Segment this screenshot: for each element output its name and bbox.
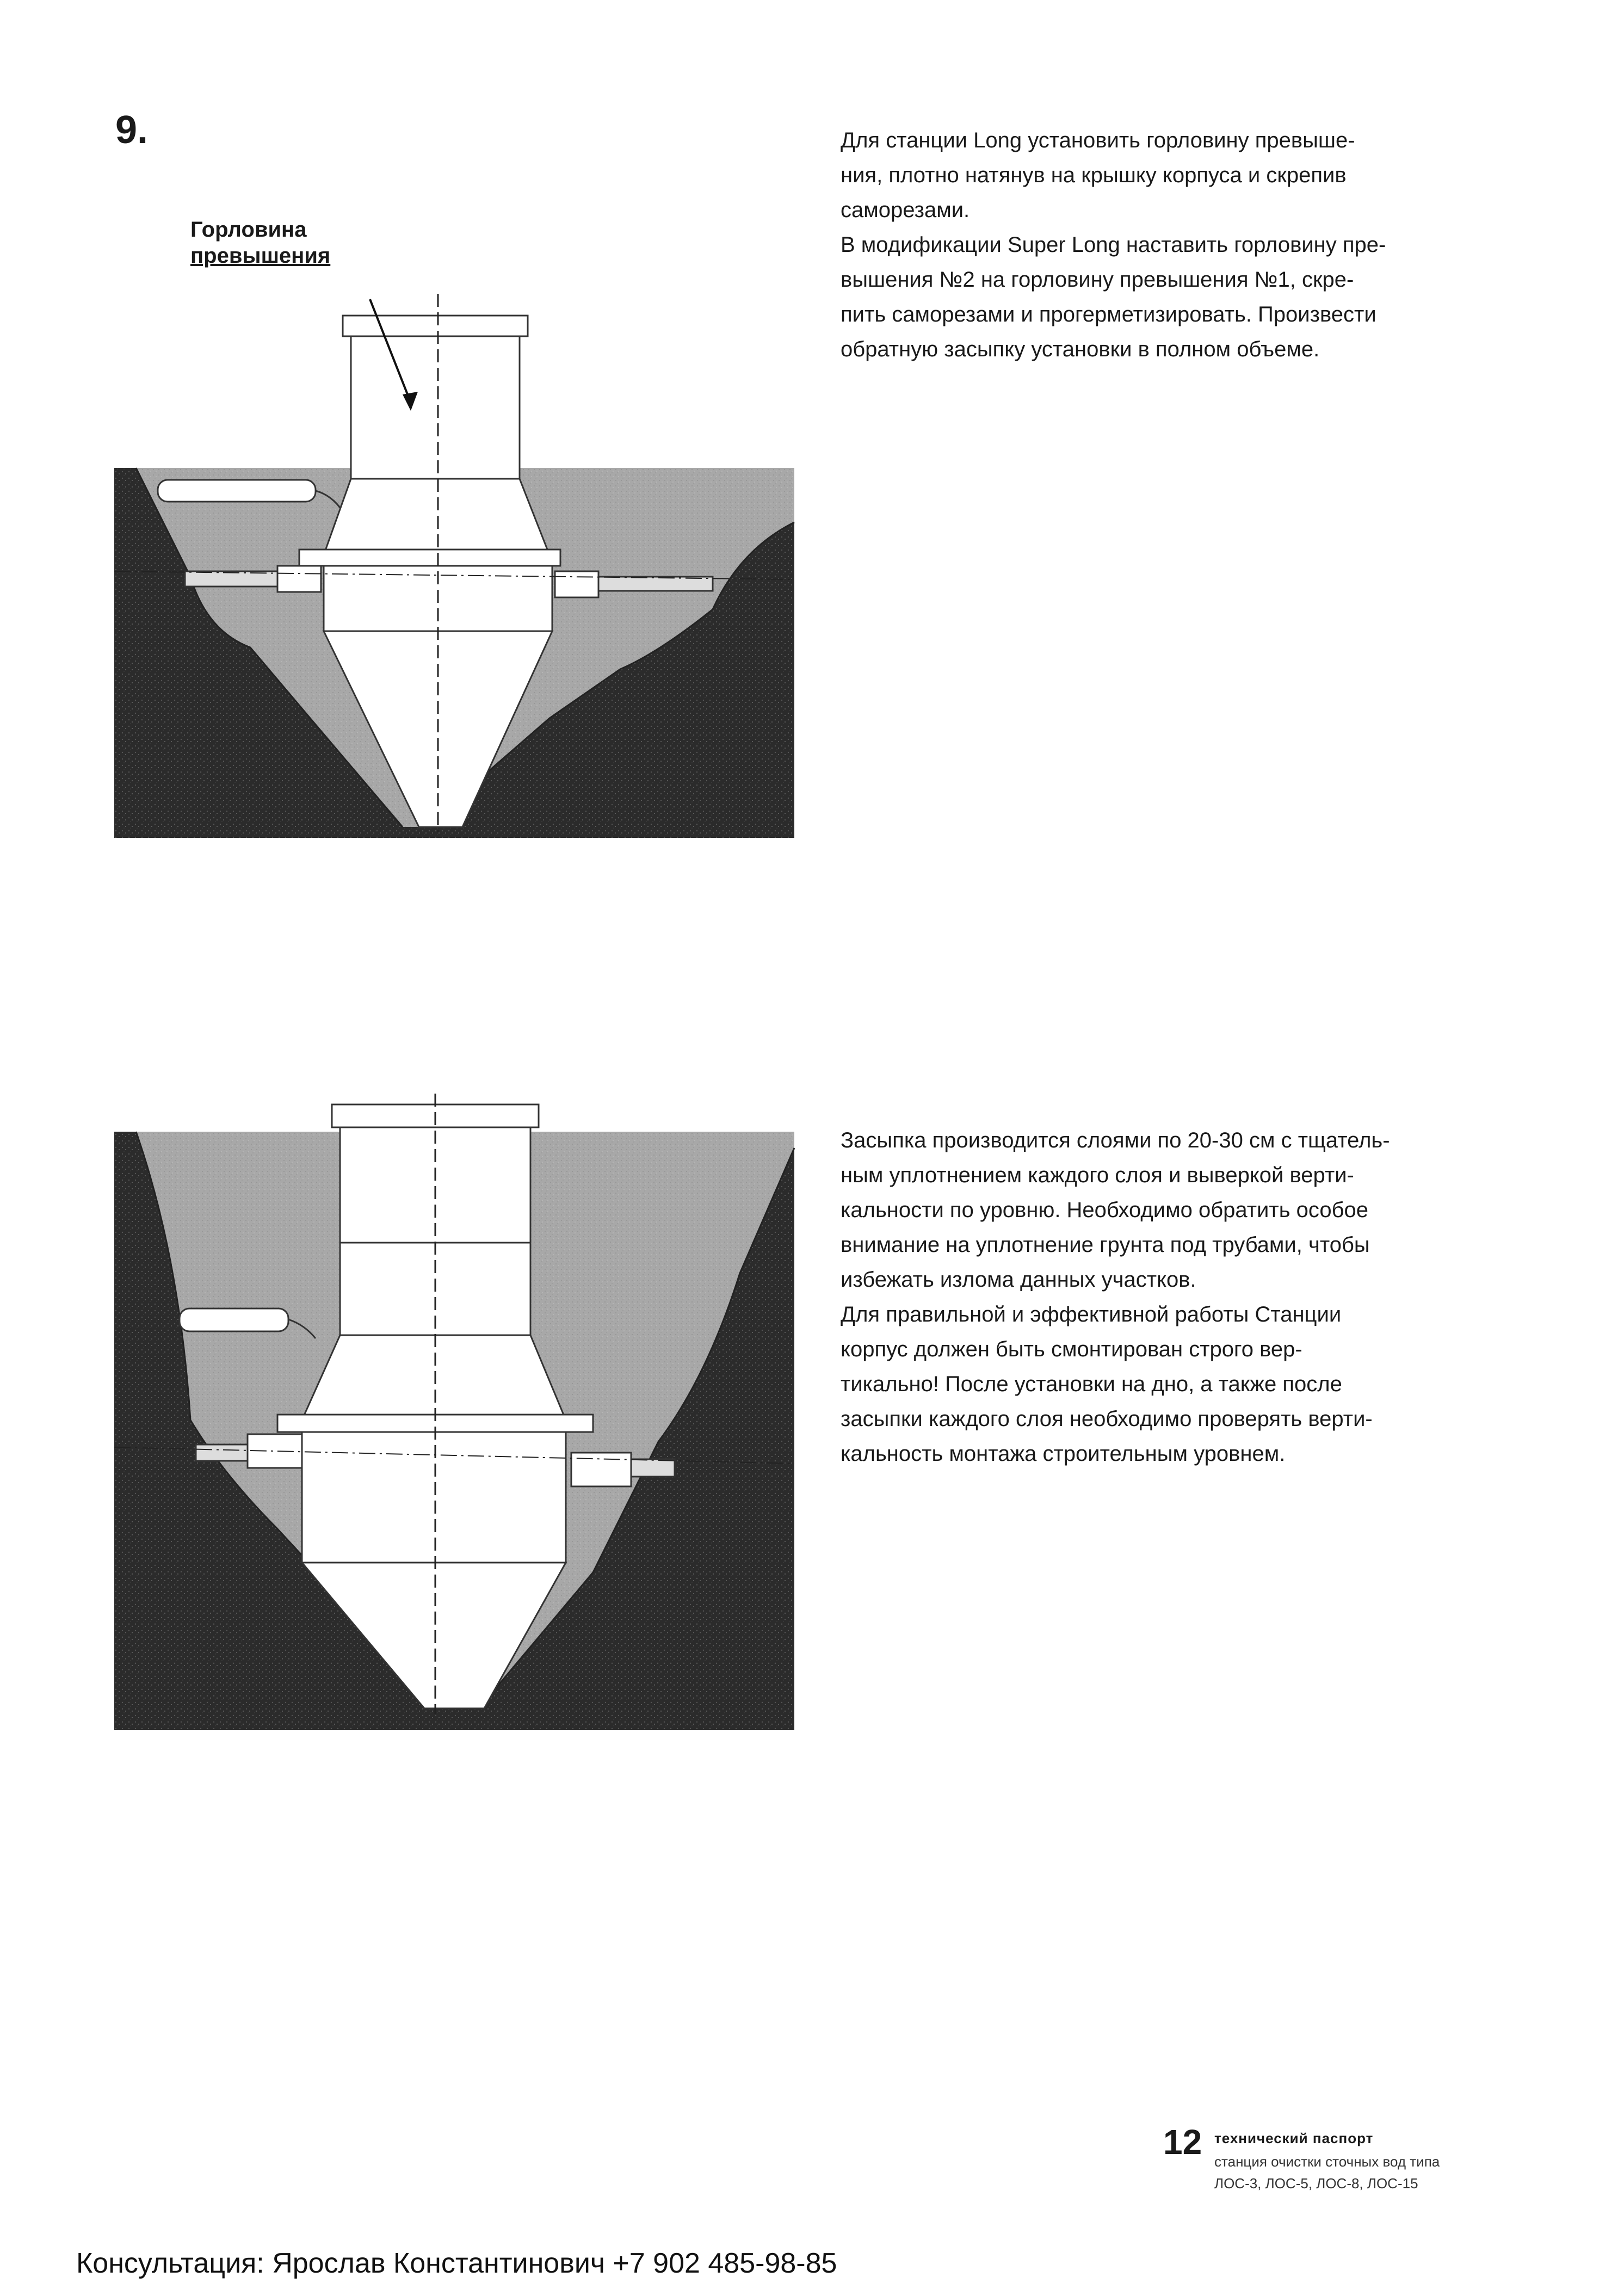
doc-title: технический паспорт <box>1214 2130 1374 2146</box>
text-line: Для станции Long установить горловину превыше- <box>841 128 1355 152</box>
text-line: ния, плотно натянув на крышку корпуса и скрепив <box>841 163 1347 187</box>
doc-models: ЛОС-3, ЛОС-5, ЛОС-8, ЛОС-15 <box>1214 2175 1418 2192</box>
tank-upper <box>302 1335 566 1420</box>
instruction-paragraph-1 <box>841 123 1499 367</box>
consultation-contact: Консультация: Ярослав Константинович +7 902 485-98-85 <box>76 2248 837 2279</box>
neck-label-line2: превышения <box>190 244 331 268</box>
inlet-coupling <box>277 566 321 592</box>
figure-1-installation-with-neck <box>114 294 805 854</box>
text-line: обратную засыпку установки в полном объеме. <box>841 337 1320 361</box>
tank-body <box>302 1432 566 1563</box>
text-line: кальности по уровню. Необходимо обратить особое <box>841 1198 1369 1222</box>
text-line: засыпки каждого слоя необходимо проверять верти- <box>841 1407 1373 1431</box>
tank-upper <box>324 479 549 555</box>
text-line: ным уплотнением каждого слоя и выверкой верти- <box>841 1163 1354 1187</box>
figure-2-backfill <box>114 1094 805 1736</box>
step-number: 9. <box>115 108 149 152</box>
instruction-paragraph-2 <box>841 1123 1499 1471</box>
text-line: пить саморезами и прогерметизировать. Произвести <box>841 303 1376 326</box>
neck-extension <box>351 336 520 479</box>
doc-subtitle: станция очистки сточных вод типа <box>1214 2153 1440 2170</box>
text-line: вышения №2 на горловину превышения №1, скре- <box>841 268 1354 292</box>
page-number: 12 <box>1163 2122 1202 2162</box>
text-line: саморезами. <box>841 198 970 222</box>
text-line: избежать излома данных участков. <box>841 1268 1196 1292</box>
cable-pipe <box>180 1309 288 1331</box>
outlet-pipe <box>598 577 713 591</box>
text-line: Засыпка производится слоями по 20-30 см с тщатель- <box>841 1128 1390 1152</box>
tank-flange <box>299 550 560 566</box>
neck-cap <box>343 316 528 336</box>
cable-pipe <box>158 480 316 502</box>
outlet-coupling <box>571 1453 631 1486</box>
neck-label <box>190 217 330 269</box>
text-line: внимание на уплотнение грунта под трубами, чтобы <box>841 1233 1370 1257</box>
neck-label-line1: Горловина <box>190 218 307 242</box>
text-line: Для правильной и эффективной работы Станции <box>841 1303 1342 1326</box>
outlet-pipe <box>631 1459 675 1477</box>
text-line: кальность монтажа строительным уровнем. <box>841 1442 1286 1466</box>
text-line: тикально! После установки на дно, а также после <box>841 1372 1342 1396</box>
text-line: корпус должен быть смонтирован строго вер- <box>841 1337 1302 1361</box>
outlet-coupling <box>555 571 598 597</box>
text-line: В модификации Super Long наставить горловину пре- <box>841 233 1386 257</box>
